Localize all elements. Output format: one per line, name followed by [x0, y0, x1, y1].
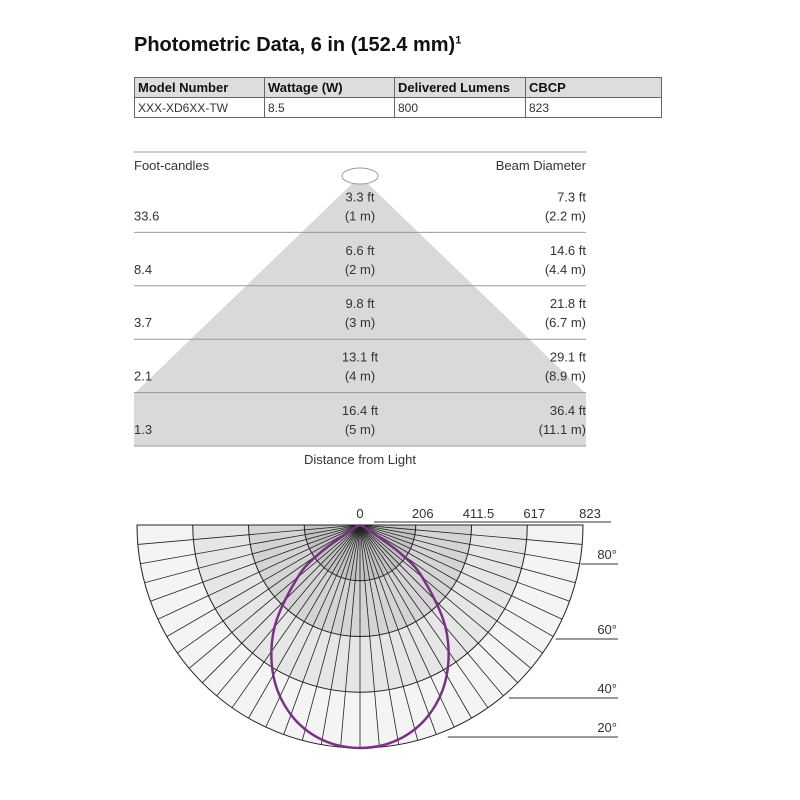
- spec-cell-lumens: 800: [395, 98, 526, 118]
- beam-diameter-m: (11.1 m): [538, 422, 586, 437]
- spec-header-wattage: Wattage (W): [265, 78, 395, 98]
- title-text: Photometric Data, 6 in (152.4 mm): [134, 34, 456, 56]
- left-header: Foot-candles: [134, 158, 210, 173]
- angle-label: 80°: [597, 547, 617, 562]
- angle-label: 60°: [597, 622, 617, 637]
- beam-diameter-ft: 29.1 ft: [549, 349, 586, 365]
- footcandle-value: 2.1: [134, 368, 153, 384]
- beam-diameter-ft: 7.3 ft: [557, 189, 586, 205]
- angle-label: 40°: [597, 681, 617, 696]
- distance-m: (2 m): [344, 261, 376, 277]
- distance-m: (3 m): [344, 315, 376, 331]
- radial-tick-label: 617: [523, 506, 546, 521]
- radial-tick-label: 823: [579, 506, 601, 521]
- title-footnote: 1: [455, 34, 462, 47]
- beam-diameter-m: (6.7 m): [544, 315, 586, 331]
- beam-diameter-ft: 21.8 ft: [549, 296, 586, 312]
- beam-diameter-m: (8.9 m): [544, 368, 586, 384]
- distance-m: (5 m): [344, 422, 376, 437]
- footcandle-value: 1.3: [134, 422, 153, 437]
- footcandle-value: 33.6: [134, 208, 160, 224]
- spec-header-cbcp: CBCP: [526, 78, 662, 98]
- footcandle-value: 3.7: [134, 315, 153, 331]
- distance-m: (4 m): [344, 368, 376, 384]
- beam-diameter-m: (4.4 m): [544, 261, 586, 277]
- beam-diameter-ft: 14.6 ft: [549, 242, 586, 258]
- spec-header-lumens: Delivered Lumens: [395, 78, 526, 98]
- distance-ft: 13.1 ft: [341, 349, 379, 365]
- distance-m: (1 m): [344, 208, 376, 224]
- distance-ft: 3.3 ft: [345, 189, 375, 205]
- spec-cell-wattage: 8.5: [265, 98, 395, 118]
- distance-ft: 9.8 ft: [345, 296, 375, 312]
- radial-tick-label: 411.5: [462, 506, 495, 521]
- angle-label: 20°: [597, 720, 617, 735]
- beam-diameter-m: (2.2 m): [544, 208, 586, 224]
- distance-ft: 16.4 ft: [341, 403, 379, 418]
- right-header: Beam Diameter: [495, 158, 586, 173]
- radial-tick-label: 0: [356, 506, 364, 521]
- spec-cell-model: XXX-XD6XX-TW: [135, 98, 265, 118]
- radial-tick-label: 206: [411, 506, 434, 521]
- footcandle-value: 8.4: [134, 261, 153, 277]
- spec-header-model: Model Number: [135, 78, 265, 98]
- distance-ft: 6.6 ft: [345, 242, 375, 258]
- beam-diameter-ft: 36.4 ft: [549, 403, 586, 418]
- spec-cell-cbcp: 823: [526, 98, 662, 118]
- x-axis-label: Distance from Light: [304, 452, 416, 467]
